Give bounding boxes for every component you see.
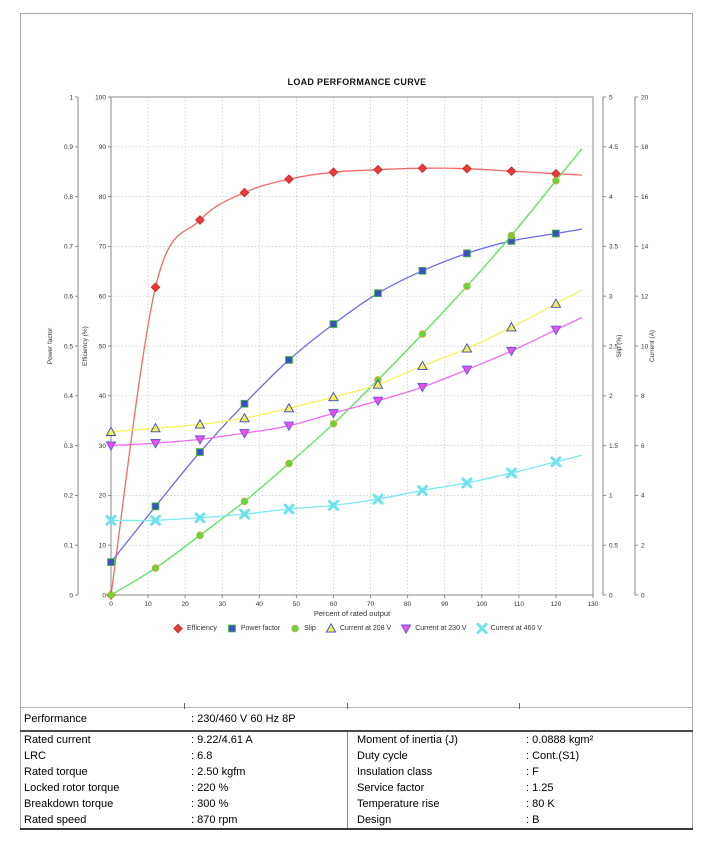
svg-text:4.5: 4.5 [609, 144, 619, 152]
svg-text:90: 90 [98, 144, 106, 152]
spec-label: Breakdown torque [24, 798, 114, 810]
spec-value: : 1.25 [526, 782, 554, 794]
spec-value: : 220 % [191, 782, 229, 794]
svg-text:30: 30 [98, 442, 106, 450]
x-axis [109, 595, 599, 618]
circle-marker-icon [289, 623, 301, 634]
legend-label: Current at 208 V [339, 625, 392, 632]
spec-table-body [20, 732, 693, 830]
spec-value: : 230/460 V 60 Hz 8P [191, 713, 296, 725]
svg-text:0.9: 0.9 [63, 144, 73, 152]
svg-text:0.2: 0.2 [63, 492, 73, 500]
svg-text:10: 10 [144, 601, 152, 608]
svg-text:8: 8 [641, 393, 645, 401]
axis-slip [603, 94, 623, 599]
triangle-down-marker-icon [400, 623, 412, 634]
svg-text:120: 120 [550, 601, 562, 608]
svg-text:80: 80 [403, 601, 412, 608]
triangle-up-marker-icon [325, 623, 337, 634]
spec-value: : 2.50 kgfm [191, 766, 246, 778]
legend-label: Power factor [240, 625, 281, 632]
spec-label: LRC [24, 750, 47, 762]
svg-text:Efficiency (%): Efficiency (%) [82, 326, 89, 366]
svg-text:0: 0 [609, 592, 613, 600]
svg-text:5: 5 [609, 94, 613, 102]
legend-label: Current at 460 V [490, 625, 542, 632]
table-row [20, 707, 693, 732]
svg-text:50: 50 [292, 601, 301, 608]
spec-value: : B [526, 814, 540, 826]
svg-text:0: 0 [69, 592, 73, 600]
spec-value: : F [526, 766, 539, 778]
svg-text:0.5: 0.5 [609, 542, 619, 550]
svg-text:130: 130 [587, 601, 599, 608]
svg-text:6: 6 [641, 442, 645, 450]
svg-text:14: 14 [641, 243, 649, 251]
spec-label: Rated speed [24, 814, 87, 826]
legend-item-efficiency [172, 623, 217, 634]
svg-text:2.5: 2.5 [609, 343, 619, 351]
legend-label: Efficiency [187, 625, 217, 632]
spec-value: : Cont.(S1) [526, 750, 580, 762]
svg-text:10: 10 [98, 542, 106, 550]
svg-text:0: 0 [109, 601, 113, 608]
legend-item-current-at-230-v [400, 623, 466, 634]
spec-label: Temperature rise [347, 796, 519, 812]
spec-label: Rated torque [24, 766, 88, 778]
spec-label: Service factor [347, 780, 519, 796]
svg-text:Slip (%): Slip (%) [616, 334, 623, 358]
spec-value: : 300 % [191, 798, 229, 810]
axis-current [635, 94, 656, 599]
spec-label: Duty cycle [347, 748, 519, 764]
svg-text:0.7: 0.7 [63, 243, 73, 251]
svg-text:1: 1 [69, 94, 73, 102]
svg-text:0.8: 0.8 [63, 193, 73, 201]
svg-text:Percent of rated output: Percent of rated output [313, 609, 391, 618]
svg-text:20: 20 [181, 601, 189, 608]
spec-value: : 6.8 [191, 750, 213, 762]
spec-label: Moment of inertia (J) [347, 732, 519, 748]
spec-label: Performance [24, 713, 87, 725]
spec-label: Rated current [24, 734, 91, 746]
svg-text:0: 0 [641, 592, 645, 600]
svg-text:1.5: 1.5 [609, 442, 619, 450]
svg-text:3.5: 3.5 [609, 243, 619, 251]
spec-value: : 80 K [526, 798, 555, 810]
svg-text:Current (A): Current (A) [649, 329, 656, 363]
svg-text:40: 40 [98, 393, 106, 401]
svg-text:10: 10 [641, 343, 649, 351]
svg-text:2: 2 [609, 393, 613, 401]
svg-text:0.5: 0.5 [63, 343, 73, 351]
table-grid-tick [519, 703, 520, 709]
svg-text:100: 100 [476, 601, 488, 608]
legend-item-power-factor [226, 623, 280, 634]
svg-text:70: 70 [366, 601, 375, 608]
spec-label: Design [347, 812, 519, 828]
legend-label: Slip [304, 625, 316, 632]
motor-spec-table [20, 707, 693, 830]
svg-text:Power factor: Power factor [47, 327, 54, 365]
square-marker-icon [226, 623, 238, 634]
legend-label: Current at 230 V [415, 625, 467, 632]
svg-text:12: 12 [641, 293, 649, 301]
spec-value: : 9.22/4.61 A [191, 734, 253, 746]
svg-text:50: 50 [98, 343, 106, 351]
svg-text:4: 4 [641, 492, 645, 500]
spec-value: : 0.0888 kgm² [526, 734, 594, 746]
svg-text:0.1: 0.1 [63, 542, 73, 550]
series-current-at-230-v [106, 318, 582, 451]
svg-text:0.3: 0.3 [63, 442, 73, 450]
svg-text:60: 60 [98, 293, 106, 301]
svg-text:90: 90 [441, 601, 449, 608]
table-grid-tick [184, 703, 185, 709]
svg-text:60: 60 [329, 601, 338, 608]
series-current-at-460-v [107, 455, 582, 524]
svg-text:20: 20 [98, 492, 106, 500]
axis-power_factor [47, 94, 78, 599]
legend-item-slip [289, 623, 316, 634]
chart-legend [0, 623, 714, 634]
x-marker-icon [476, 623, 488, 634]
svg-text:18: 18 [641, 144, 649, 152]
legend-item-current-at-208-v [325, 623, 391, 634]
svg-text:80: 80 [98, 193, 106, 201]
svg-text:20: 20 [641, 94, 649, 102]
svg-text:40: 40 [255, 601, 263, 608]
chart-title: LOAD PERFORMANCE CURVE [287, 77, 427, 87]
series-power-factor [108, 229, 582, 565]
svg-text:110: 110 [513, 601, 525, 608]
svg-text:4: 4 [609, 193, 613, 201]
legend-item-current-at-460-v [476, 623, 542, 634]
svg-text:3: 3 [609, 293, 613, 301]
diamond-marker-icon [172, 623, 184, 634]
svg-text:100: 100 [95, 94, 106, 102]
spec-label: Insulation class [347, 764, 519, 780]
svg-text:16: 16 [641, 193, 649, 201]
svg-text:30: 30 [218, 601, 226, 608]
svg-text:2: 2 [641, 542, 645, 550]
svg-text:0.6: 0.6 [63, 293, 73, 301]
svg-text:70: 70 [98, 243, 106, 251]
table-grid-tick [347, 703, 348, 709]
svg-text:0: 0 [102, 592, 106, 600]
svg-text:0.4: 0.4 [63, 393, 73, 401]
spec-value: : 870 rpm [191, 814, 238, 826]
series-slip [108, 149, 582, 599]
series-efficiency [107, 164, 582, 599]
spec-label: Locked rotor torque [24, 782, 120, 794]
svg-text:1: 1 [609, 492, 613, 500]
